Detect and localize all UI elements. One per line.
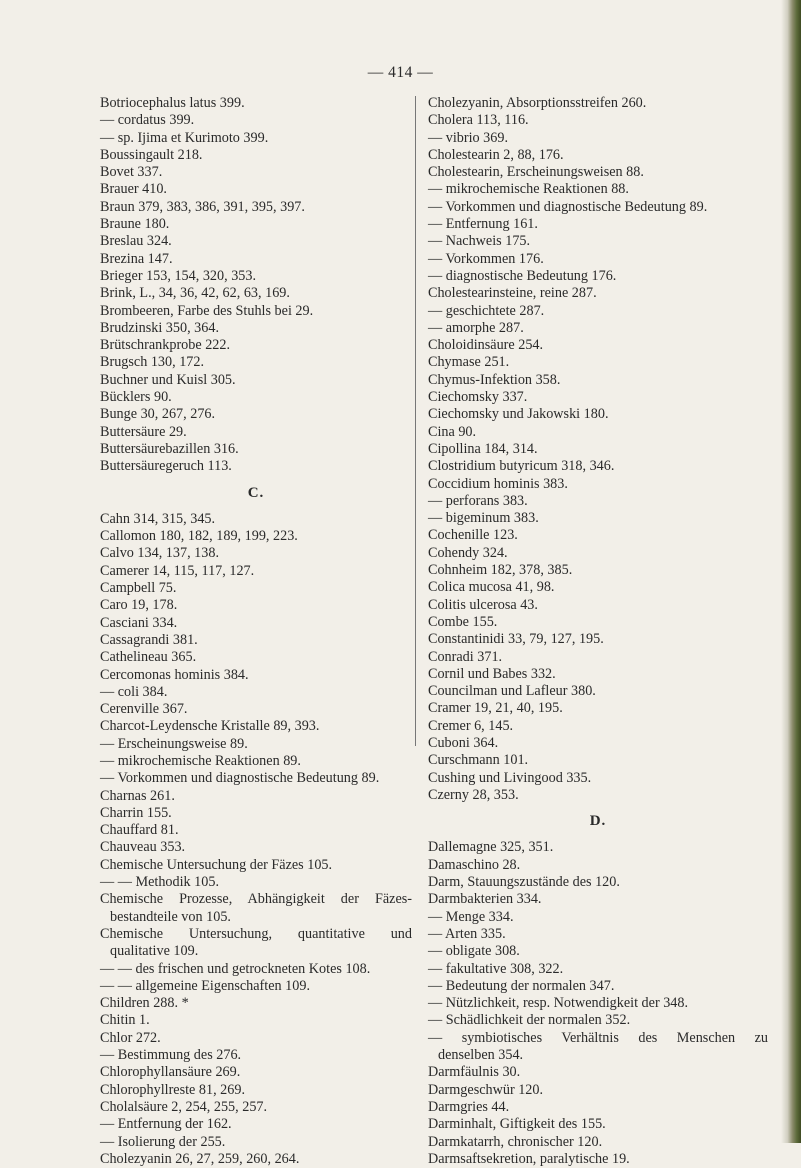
index-entry: — Vorkommen und diagnostische Bedeutung 89. xyxy=(100,770,380,787)
index-entry: Damaschino 28. xyxy=(428,856,521,873)
index-entry-continuation: denselben 354. xyxy=(438,1047,524,1064)
index-entry: — Nachweis 175. xyxy=(428,233,531,250)
index-entry: Chlorophyllreste 81, 269. xyxy=(100,1081,246,1098)
index-entry: Brugsch 130, 172. xyxy=(100,354,205,371)
index-entry: Chymase 251. xyxy=(428,354,510,371)
index-entry: Cramer 19, 21, 40, 195. xyxy=(428,700,563,717)
index-entry: Darmkatarrh, chronischer 120. xyxy=(428,1133,603,1150)
index-entry: Coccidium hominis 383. xyxy=(428,475,568,492)
index-entry: Casciani 334. xyxy=(100,614,178,631)
index-entry: Conradi 371. xyxy=(428,648,503,665)
index-entry: Cholalsäure 2, 254, 255, 257. xyxy=(100,1098,268,1115)
index-entry: — Vorkommen 176. xyxy=(428,250,544,267)
index-entry: Callomon 180, 182, 189, 199, 223. xyxy=(100,528,298,545)
index-entry: — amorphe 287. xyxy=(428,319,524,336)
index-entry: Campbell 75. xyxy=(100,580,177,597)
index-entry: Calvo 134, 137, 138. xyxy=(100,545,220,562)
index-entry: — Nützlichkeit, resp. Notwendigkeit der 348. xyxy=(428,995,689,1012)
index-entry: Cohnheim 182, 378, 385. xyxy=(428,562,573,579)
index-entry: Buchner und Kuisl 305. xyxy=(100,371,236,388)
index-entry: Chemische Untersuchung, quantitative und xyxy=(100,925,412,942)
index-entry: Buttersäuregeruch 113. xyxy=(100,458,232,475)
index-entry: Brudzinski 350, 364. xyxy=(100,319,220,336)
index-entry: Bovet 337. xyxy=(100,164,163,181)
index-entry: Chauveau 353. xyxy=(100,839,186,856)
index-entry: Clostridium butyricum 318, 346. xyxy=(428,458,615,475)
index-entry: Chauffard 81. xyxy=(100,822,179,839)
index-entry: Colica mucosa 41, 98. xyxy=(428,579,555,596)
entries-b-group xyxy=(100,95,412,476)
index-entry: Brink, L., 34, 36, 42, 62, 63, 169. xyxy=(100,285,290,302)
index-entry: Chitin 1. xyxy=(100,1012,150,1029)
index-entry: Chymus-Infektion 358. xyxy=(428,371,561,388)
index-entry: Brezina 147. xyxy=(100,250,173,267)
index-entry: Choloidinsäure 254. xyxy=(428,337,544,354)
index-entry: — symbiotisches Verhältnis des Menschen zu xyxy=(428,1029,768,1046)
index-entry: — cordatus 399. xyxy=(100,112,195,129)
index-entry: Cipollina 184, 314. xyxy=(428,440,538,457)
index-entry: Brombeeren, Farbe des Stuhls bei 29. xyxy=(100,302,314,319)
index-entry: Darmgeschwür 120. xyxy=(428,1081,544,1098)
index-entry: Cerenville 367. xyxy=(100,701,188,718)
index-entry: Combe 155. xyxy=(428,613,498,630)
index-entry: Caro 19, 178. xyxy=(100,597,178,614)
index-entry: Curschmann 101. xyxy=(428,752,529,769)
index-entry: Councilman und Lafleur 380. xyxy=(428,683,596,700)
index-entry: Brieger 153, 154, 320, 353. xyxy=(100,267,257,284)
index-entry: — diagnostische Bedeutung 176. xyxy=(428,267,617,284)
page-edge-strip xyxy=(787,0,801,1143)
index-entry: Cushing und Livingood 335. xyxy=(428,769,592,786)
index-entry: — bigeminum 383. xyxy=(428,510,539,527)
left-index-column xyxy=(100,95,412,1168)
entries-c-group xyxy=(428,95,768,804)
index-entry: — — des frischen und getrockneten Kotes 108. xyxy=(100,960,371,977)
index-entry: Children 288. * xyxy=(100,995,189,1012)
index-entry: Cahn 314, 315, 345. xyxy=(100,510,216,527)
index-entry: Botriocephalus latus 399. xyxy=(100,95,245,111)
index-entry: Cina 90. xyxy=(428,423,477,440)
index-entry: Ciechomsky 337. xyxy=(428,389,528,406)
index-entry: — Entfernung der 162. xyxy=(100,1116,232,1133)
index-entry: — obligate 308. xyxy=(428,943,520,960)
index-entry: Cercomonas hominis 384. xyxy=(100,666,249,683)
index-entry: — Isolierung der 255. xyxy=(100,1133,226,1150)
index-entry: Darmsaftsekretion, paralytische 19. xyxy=(428,1150,630,1167)
section-letter-c: C. xyxy=(247,484,265,501)
index-entry: Buttersäurebazillen 316. xyxy=(100,440,239,457)
index-entry: Bunge 30, 267, 276. xyxy=(100,406,216,423)
index-entry: — Bestimmung des 276. xyxy=(100,1047,242,1064)
index-entry: Dallemagne 325, 351. xyxy=(428,839,554,856)
index-entry: — Erscheinungsweise 89. xyxy=(100,735,248,752)
index-entry: Bücklers 90. xyxy=(100,389,172,406)
index-entry: — vibrio 369. xyxy=(428,129,508,146)
index-entry: Cholezyanin, Absorptionsstreifen 260. xyxy=(428,95,647,111)
right-index-column xyxy=(428,95,768,1168)
entries-d-group-2 xyxy=(428,1064,768,1168)
index-entry: Constantinidi 33, 79, 127, 195. xyxy=(428,631,604,648)
column-divider xyxy=(415,96,416,746)
index-entry: Cholestearinsteine, reine 287. xyxy=(428,285,597,302)
entries-d-group xyxy=(428,839,768,1029)
index-entry: Braun 379, 383, 386, 391, 395, 397. xyxy=(100,198,305,215)
index-entry: Chemische Untersuchung der Fäzes 105. xyxy=(100,856,333,873)
index-entry-continuation: bestandteile von 105. xyxy=(110,908,231,925)
index-entry: — sp. Ijima et Kurimoto 399. xyxy=(100,129,269,146)
index-entry: — Menge 334. xyxy=(428,908,514,925)
index-entry: — fakultative 308, 322. xyxy=(428,960,564,977)
index-entry: — Schädlichkeit der normalen 352. xyxy=(428,1012,631,1029)
index-entry: — mikrochemische Reaktionen 89. xyxy=(100,752,301,769)
index-entry: Cholestearin, Erscheinungsweisen 88. xyxy=(428,164,644,181)
index-entry: Darmfäulnis 30. xyxy=(428,1064,521,1081)
entries-c-group-2 xyxy=(100,961,412,1168)
index-entry: Cathelineau 365. xyxy=(100,649,197,666)
index-entry: — — Methodik 105. xyxy=(100,874,220,891)
index-entry: Darminhalt, Giftigkeit des 155. xyxy=(428,1116,606,1133)
index-entry: — — allgemeine Eigenschaften 109. xyxy=(100,977,310,994)
page-number: — 414 — xyxy=(367,64,434,81)
index-entry-continuation: qualitative 109. xyxy=(110,943,199,960)
index-entry: Charcot-Leydensche Kristalle 89, 393. xyxy=(100,718,320,735)
index-entry: Cochenille 123. xyxy=(428,527,518,544)
index-entry: — perforans 383. xyxy=(428,492,528,509)
index-entry: Cuboni 364. xyxy=(428,734,499,751)
index-entry: Charrin 155. xyxy=(100,804,172,821)
index-entry: Buttersäure 29. xyxy=(100,423,187,440)
index-entry: Breslau 324. xyxy=(100,233,172,250)
index-entry: Darmbakterien 334. xyxy=(428,891,542,908)
index-entry: — Bedeutung der normalen 347. xyxy=(428,977,615,994)
index-entry: Braune 180. xyxy=(100,216,170,233)
index-entry: — Arten 335. xyxy=(428,925,506,942)
index-entry: — coli 384. xyxy=(100,683,168,700)
entries-c-group xyxy=(100,511,412,892)
index-entry: Darmgries 44. xyxy=(428,1098,510,1115)
index-entry: Chemische Prozesse, Abhängigkeit der Fäzes- xyxy=(100,891,412,908)
index-entry: Brütschrankprobe 222. xyxy=(100,337,231,354)
index-entry: — Entfernung 161. xyxy=(428,216,538,233)
index-entry: Cornil und Babes 332. xyxy=(428,665,556,682)
index-entry: Chlor 272. xyxy=(100,1029,161,1046)
index-entry: Brauer 410. xyxy=(100,181,167,198)
index-entry: — geschichtete 287. xyxy=(428,302,545,319)
index-entry: Chlorophyllansäure 269. xyxy=(100,1064,241,1081)
index-entry: Boussingault 218. xyxy=(100,146,203,163)
index-entry: Camerer 14, 115, 117, 127. xyxy=(100,562,255,579)
index-entry: — mikrochemische Reaktionen 88. xyxy=(428,181,629,198)
index-entry: Colitis ulcerosa 43. xyxy=(428,596,538,613)
index-entry: Charnas 261. xyxy=(100,787,175,804)
index-entry: Cohendy 324. xyxy=(428,544,508,561)
index-entry: Cassagrandi 381. xyxy=(100,631,198,648)
index-entry: Cremer 6, 145. xyxy=(428,717,514,734)
index-entry: Cholestearin 2, 88, 176. xyxy=(428,146,564,163)
index-entry: Ciechomsky und Jakowski 180. xyxy=(428,406,609,423)
index-entry: Cholera 113, 116. xyxy=(428,112,529,129)
index-entry: Cholezyanin 26, 27, 259, 260, 264. xyxy=(100,1150,300,1167)
index-entry: — Vorkommen und diagnostische Bedeutung 89. xyxy=(428,198,708,215)
index-entry: Darm, Stauungszustände des 120. xyxy=(428,874,620,891)
index-entry: Czerny 28, 353. xyxy=(428,786,519,803)
section-letter-d: D. xyxy=(589,813,607,830)
